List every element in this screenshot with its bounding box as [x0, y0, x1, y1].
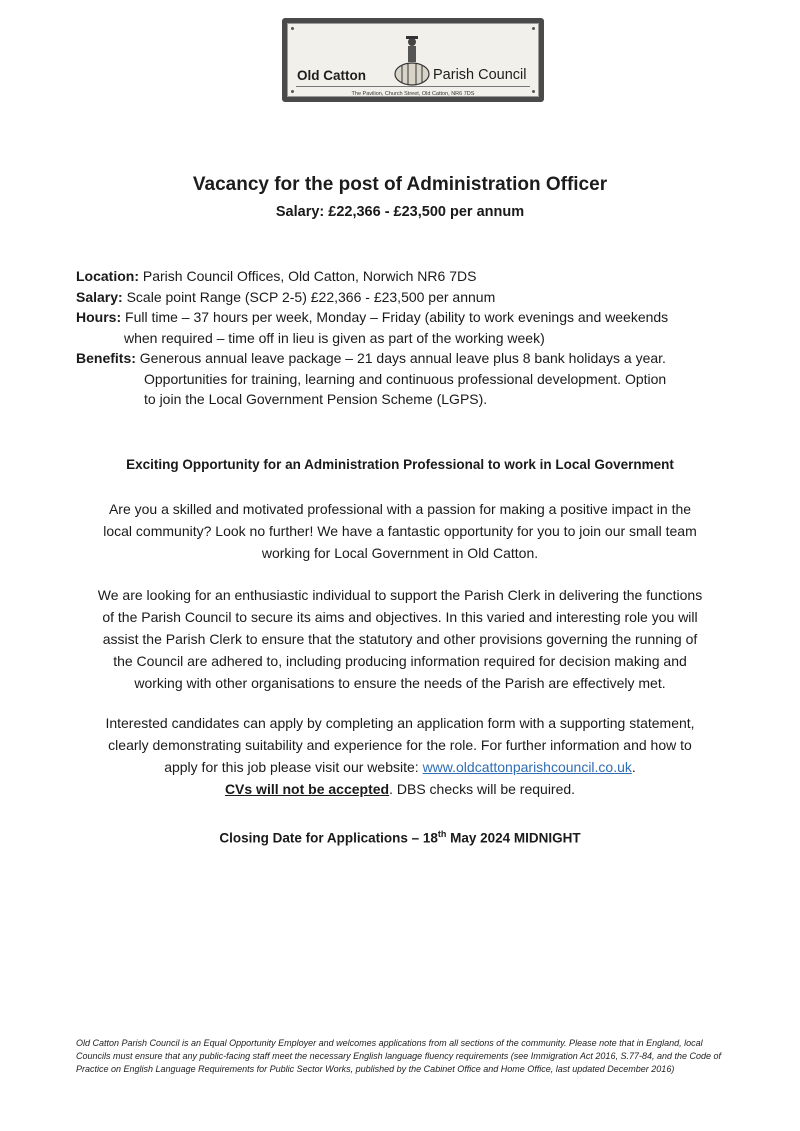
logo-divider [296, 86, 530, 87]
benefits-continuation: Opportunities for training, learning and continuous professional development. Option [144, 370, 667, 387]
hours-row [76, 307, 736, 328]
salary-value: Scale point Range (SCP 2-5) £22,366 - £23,500 per annum [122, 288, 496, 305]
closing-suffix: May 2024 MIDNIGHT [446, 830, 581, 846]
hours-continuation: when required – time off in lieu is given as part of the working week) [124, 329, 545, 346]
hours-value: Full time – 37 hours per week, Monday – Friday (ability to work evenings and weekends [121, 309, 669, 325]
equal-opportunity-footnote: Old Catton Parish Council is an Equal Opportunity Employer and welcomes applications from all sections of the community. Please note that in England, local Councils must ensure that any public-facing staff meet the necessary English language fluency requirements (see Immigration Act 2016, S.77-84, and the Code of Practice on English Language Requirements for Public Sector Works, published by the Cabinet Office and Home Office, last updated December 2016) [76, 1038, 722, 1074]
benefits-row [76, 348, 736, 369]
dbs-notice: . DBS checks will be required. [389, 781, 576, 797]
benefits-label: Benefits: [76, 350, 136, 366]
paragraph-line: assist the Parish Clerk to ensure that the statutory and other provisions governing the running of [102, 631, 698, 647]
paragraph-line: Are you a skilled and motivated professional with a passion for making a positive impact in the [108, 501, 692, 517]
intro-paragraph [70, 498, 730, 564]
paragraph-line [70, 778, 730, 800]
hours-label: Hours: [76, 309, 122, 325]
location-row [76, 266, 736, 287]
website-suffix: . [631, 759, 636, 775]
paragraph-line: clearly demonstrating suitability and experience for the role. For further information and how to [108, 737, 692, 753]
closing-date [0, 829, 800, 846]
role-paragraph [70, 584, 730, 694]
paragraph-line: working with other organisations to ensure the needs of the Parish are effectively met. [134, 675, 666, 691]
website-link[interactable]: www.oldcattonparishcouncil.co.uk [422, 759, 632, 775]
benefits-continuation: to join the Local Government Pension Scheme (LGPS). [144, 391, 488, 407]
paragraph-line: of the Parish Council to secure its aims and objectives. In this varied and interesting role you will [102, 609, 698, 625]
paragraph-line: We are looking for an enthusiastic individual to support the Parish Clerk in delivering the functions [97, 587, 703, 603]
cv-notice: CVs will not be accepted [224, 781, 390, 797]
parish-council-logo [282, 18, 544, 102]
location-value: Parish Council Offices, Old Catton, Norwich NR6 7DS [139, 268, 477, 284]
logo-address: The Pavilion, Church Street, Old Catton, NR6 7DS [351, 91, 475, 97]
salary-subtitle: Salary: £22,366 - £23,500 per annum [275, 204, 525, 220]
logo-name-left: Old Catton [297, 68, 366, 83]
paragraph-line: local community? Look no further! We have a fantastic opportunity for you to join our small team [103, 523, 697, 539]
closing-prefix: Closing Date for Applications – 18 [219, 830, 438, 846]
website-prefix: apply for this job please visit our website: [164, 759, 423, 775]
screw-icon [291, 27, 294, 30]
screw-icon [532, 27, 535, 30]
barrel-emblem-icon [392, 32, 432, 90]
paragraph-line [70, 756, 730, 778]
closing-superscript: th [437, 829, 447, 839]
salary-label: Salary: [76, 288, 123, 305]
apply-paragraph [70, 712, 730, 800]
paragraph-line: working for Local Government in Old Catton. [261, 545, 539, 561]
location-label: Location: [76, 268, 139, 284]
page-title: Vacancy for the post of Administration Officer [192, 174, 608, 195]
job-details [76, 266, 736, 410]
logo-name-right: Parish Council [433, 67, 527, 83]
paragraph-line: Interested candidates can apply by completing an application form with a supporting statement, [105, 715, 695, 731]
salary-row [76, 287, 736, 308]
section-heading: Exciting Opportunity for an Administration Professional to work in Local Government [126, 457, 674, 472]
paragraph-line: the Council are adhered to, including producing information required for decision making and [113, 653, 687, 669]
logo-sign-plate [287, 23, 539, 97]
benefits-value: Generous annual leave package – 21 days annual leave plus 8 bank holidays a year. [135, 350, 666, 366]
